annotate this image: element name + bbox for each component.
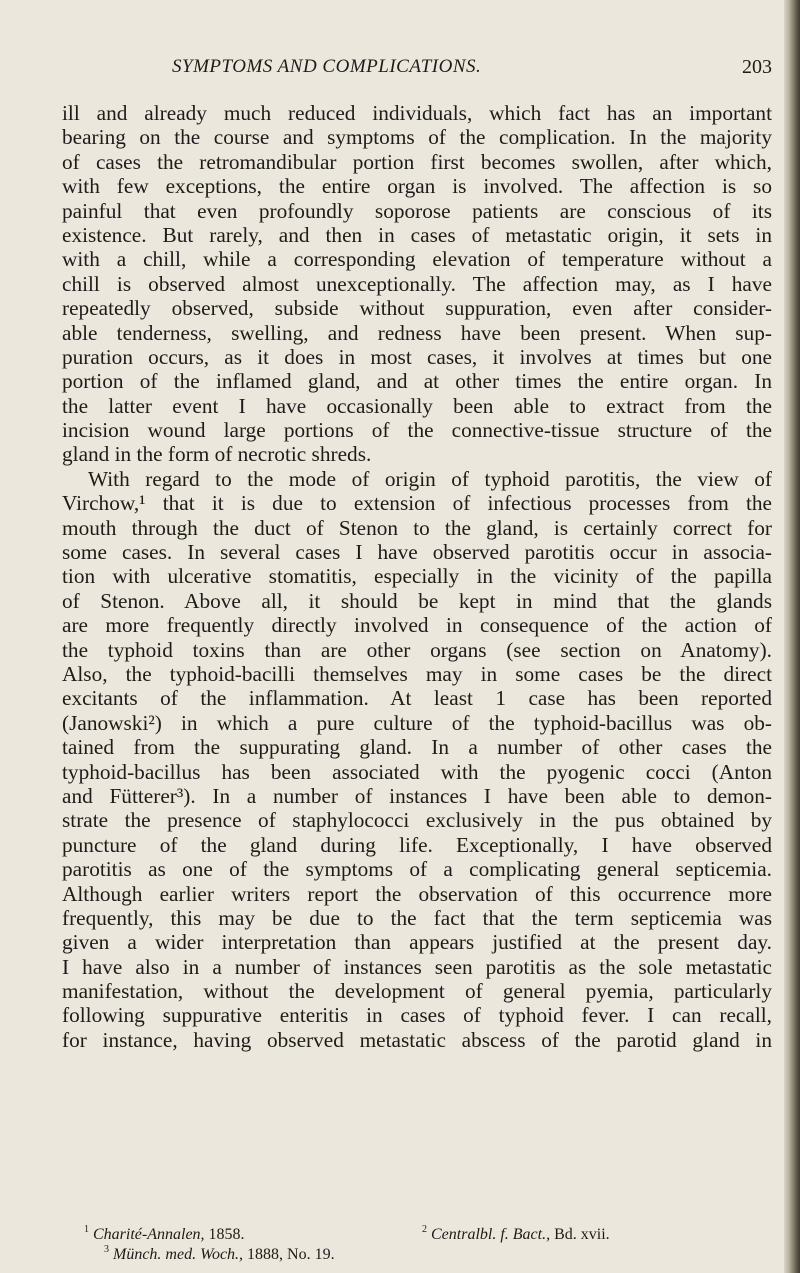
body-line: the typhoid toxins than are other organs (see section on Anatomy). <box>62 637 772 662</box>
footnote-3-source: Münch. med. Woch., <box>113 1246 244 1263</box>
paragraph-start-line: With regard to the mode of origin of typhoid parotitis, the view of <box>88 466 772 491</box>
page-number: 203 <box>742 56 772 78</box>
footnote-2-marker: 2 <box>422 1224 427 1235</box>
body-line: tion with ulcerative stomatitis, especially in the vicinity of the papilla <box>62 564 772 589</box>
footnotes <box>84 1225 724 1265</box>
footnote-1-source: Charité-Annalen, <box>93 1226 205 1243</box>
body-line: incision wound large portions of the connective-tissue structure of the <box>62 418 772 443</box>
body-line: of Stenon. Above all, it should be kept in mind that the glands <box>62 588 772 613</box>
body-line: typhoid-bacillus has been associated with the pyogenic cocci (Anton <box>62 759 772 784</box>
body-line: manifestation, without the development of general pyemia, particularly <box>62 979 772 1004</box>
footnote-row <box>84 1225 724 1245</box>
body-line: with a chill, while a corresponding elevation of temperature without a <box>62 247 772 272</box>
footnote-1 <box>84 1225 245 1245</box>
body-line: puncture of the gland during life. Exceptionally, I have observed <box>62 832 772 857</box>
footnote-3 <box>104 1245 335 1265</box>
footnote-3-detail: 1888, No. 19. <box>243 1246 335 1263</box>
body-line: Virchow,¹ that it is due to extension of infectious processes from the <box>62 491 772 516</box>
body-line: mouth through the duct of Stenon to the gland, is certainly correct for <box>62 515 772 540</box>
footnote-1-marker: 1 <box>84 1224 89 1235</box>
footnote-row <box>84 1245 724 1265</box>
body-line: of cases the retromandibular portion first becomes swollen, after which, <box>62 149 772 174</box>
body-line: chill is observed almost unexceptionally. The affection may, as I have <box>62 271 772 296</box>
body-line: repeatedly observed, subside without suppuration, even after consider- <box>62 296 772 321</box>
footnote-3-marker: 3 <box>104 1244 109 1255</box>
body-line: (Janowski²) in which a pure culture of the typhoid-bacillus was ob- <box>62 710 772 735</box>
body-line: tained from the suppurating gland. In a number of other cases the <box>62 735 772 760</box>
body-line: excitants of the inflammation. At least 1 case has been reported <box>62 686 772 711</box>
page-edge <box>784 0 800 1273</box>
running-title: SYMPTOMS AND COMPLICATIONS. <box>172 56 482 77</box>
body-line: bearing on the course and symptoms of the complication. In the majority <box>62 125 772 150</box>
body-line: and Fütterer³). In a number of instances I have been able to demon- <box>62 783 772 808</box>
body-line: puration occurs, as it does in most cases, it involves at times but one <box>62 344 772 369</box>
footnote-2 <box>422 1225 610 1245</box>
body-line: for instance, having observed metastatic abscess of the parotid gland in <box>62 1027 772 1052</box>
footnote-2-detail: Bd. xvii. <box>550 1226 610 1243</box>
body-line: strate the presence of staphylococci exclusively in the pus obtained by <box>62 808 772 833</box>
body-line: existence. But rarely, and then in cases of metastatic origin, it sets in <box>62 222 772 247</box>
body-line: able tenderness, swelling, and redness have been present. When sup- <box>62 320 772 345</box>
body-line: some cases. In several cases I have observed parotitis occur in associa- <box>62 540 772 565</box>
body-line: Although earlier writers report the observation of this occurrence more <box>62 881 772 906</box>
body-line: Also, the typhoid-bacilli themselves may in some cases be the direct <box>62 661 772 686</box>
running-head <box>110 56 780 84</box>
body-line: parotitis as one of the symptoms of a complicating general septicemia. <box>62 857 772 882</box>
footnote-1-detail: 1858. <box>204 1226 245 1243</box>
body-line: I have also in a number of instances seen parotitis as the sole metastatic <box>62 954 772 979</box>
body-line: portion of the inflamed gland, and at other times the entire organ. In <box>62 369 772 394</box>
body-text <box>62 101 772 1052</box>
body-line: the latter event I have occasionally been able to extract from the <box>62 393 772 418</box>
body-line: following suppurative enteritis in cases of typhoid fever. I can recall, <box>62 1003 772 1028</box>
body-line: ill and already much reduced individuals, which fact has an important <box>62 101 772 125</box>
body-line: given a wider interpretation than appears justified at the present day. <box>62 930 772 955</box>
body-line: frequently, this may be due to the fact that the term septicemia was <box>62 905 772 930</box>
body-line: are more frequently directly involved in consequence of the action of <box>62 613 772 638</box>
body-line: gland in the form of necrotic shreds. <box>62 442 372 467</box>
footnote-2-source: Centralbl. f. Bact., <box>431 1226 551 1243</box>
body-line: with few exceptions, the entire organ is involved. The affection is so <box>62 174 772 199</box>
body-line: painful that even profoundly soporose patients are conscious of its <box>62 198 772 223</box>
